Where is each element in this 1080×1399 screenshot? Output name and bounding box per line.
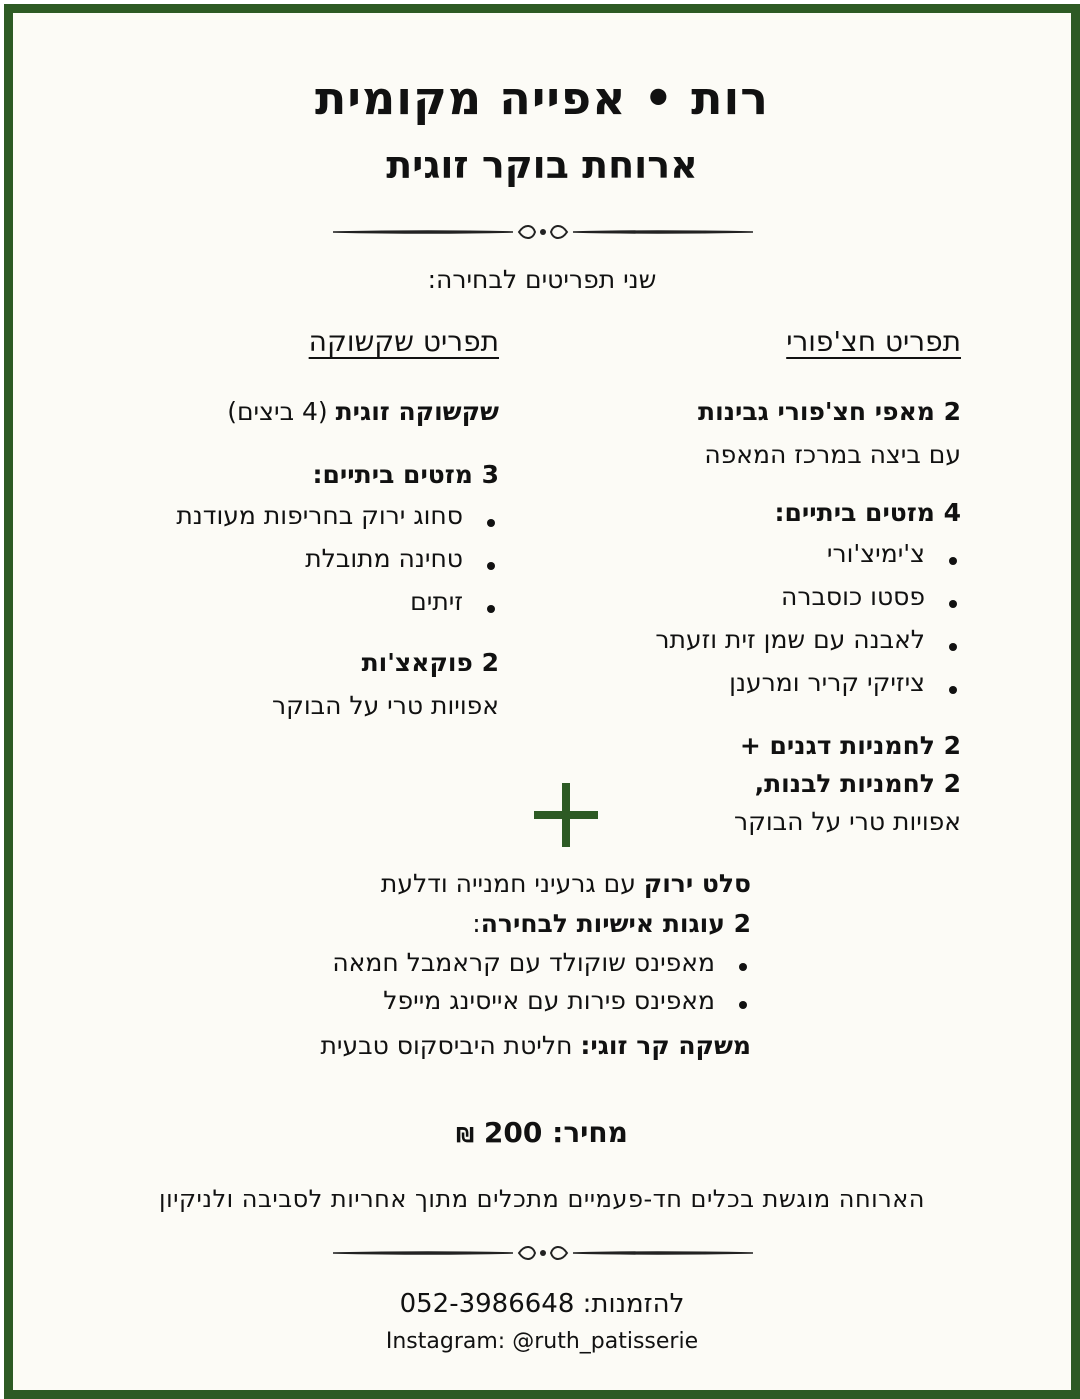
footer-note: הארוחה מוגשת בכלים חד-פעמיים מתכלים מתוך אחריות לסביבה ולניקיון [159, 1185, 925, 1213]
list-item: מאפינס שוקולד עם קראמבל חמאה [332, 948, 751, 986]
shakshuka-spreads-title: 3 מזטים ביתיים: [312, 460, 499, 489]
bullet-icon [949, 557, 957, 565]
khachapuri-item: 2 מאפי חצ'פורי גבינות [698, 397, 961, 426]
page-title: רות • אפייה מקומית [315, 71, 769, 125]
price: מחיר: 200 ₪ [456, 1116, 628, 1149]
bullet-icon [487, 562, 495, 570]
bullet-icon [949, 686, 957, 694]
shakshuka-item: שקשוקה זוגית (4 ביצים) [227, 397, 499, 426]
list-item: לאבנה עם שמן זית וזעתר [655, 625, 961, 668]
focaccia-title: 2 פוקאצ'ות [361, 648, 499, 677]
bullet-icon [949, 600, 957, 608]
bullet-icon [949, 643, 957, 651]
list-item: מאפינס פירות עם אייסינג מייפל [332, 986, 751, 1024]
rolls-desc: אפויות טרי על הבוקר [733, 807, 961, 836]
shakshuka-spreads-list [176, 501, 499, 630]
ornament-divider-icon [333, 1241, 753, 1265]
khachapuri-item-desc: עם ביצה במרכז המאפה [704, 440, 961, 469]
menu-card [4, 4, 1080, 1399]
khachapuri-spreads-list [655, 539, 961, 711]
intro-text: שני תפריטים לבחירה: [427, 265, 657, 294]
salad-line: סלט ירוק עם גרעיני חמנייה ודלעת [380, 869, 751, 898]
list-item: טחינה מתובלת [176, 544, 499, 587]
khachapuri-menu-heading: תפריט חצ'פורי [786, 325, 961, 358]
list-item: זיתים [176, 587, 499, 630]
shakshuka-menu-heading: תפריט שקשוקה [308, 325, 499, 358]
list-item: צ'ימיצ'ורי [655, 539, 961, 582]
cakes-list [332, 948, 751, 1024]
rolls-line-1: 2 לחמניות דגנים + [739, 731, 961, 760]
khachapuri-spreads-title: 4 מזטים ביתיים: [774, 498, 961, 527]
page-subtitle: ארוחת בוקר זוגית [386, 143, 698, 187]
instagram-handle: Instagram: @ruth_patisserie [385, 1329, 699, 1354]
bullet-icon [487, 519, 495, 527]
bullet-icon [487, 605, 495, 613]
drink-line: משקה קר זוגי: חליטת היביסקוס טבעית [320, 1031, 751, 1060]
list-item: סחוג ירוק בחריפות מעודנת [176, 501, 499, 544]
bullet-icon [739, 963, 747, 971]
list-item: פסטו כוסברה [655, 582, 961, 625]
focaccia-desc: אפויות טרי על הבוקר [271, 691, 499, 720]
bullet-icon [739, 1001, 747, 1009]
rolls-line-2: 2 לחמניות לבנות, [754, 769, 961, 798]
cakes-title: 2 עוגות אישיות לבחירה: [472, 909, 751, 938]
ornament-divider-icon [333, 220, 753, 244]
order-phone: להזמנות: 052-3986648 [399, 1289, 685, 1319]
plus-icon [534, 783, 598, 847]
list-item: ציזיקי קריר ומרענן [655, 668, 961, 711]
